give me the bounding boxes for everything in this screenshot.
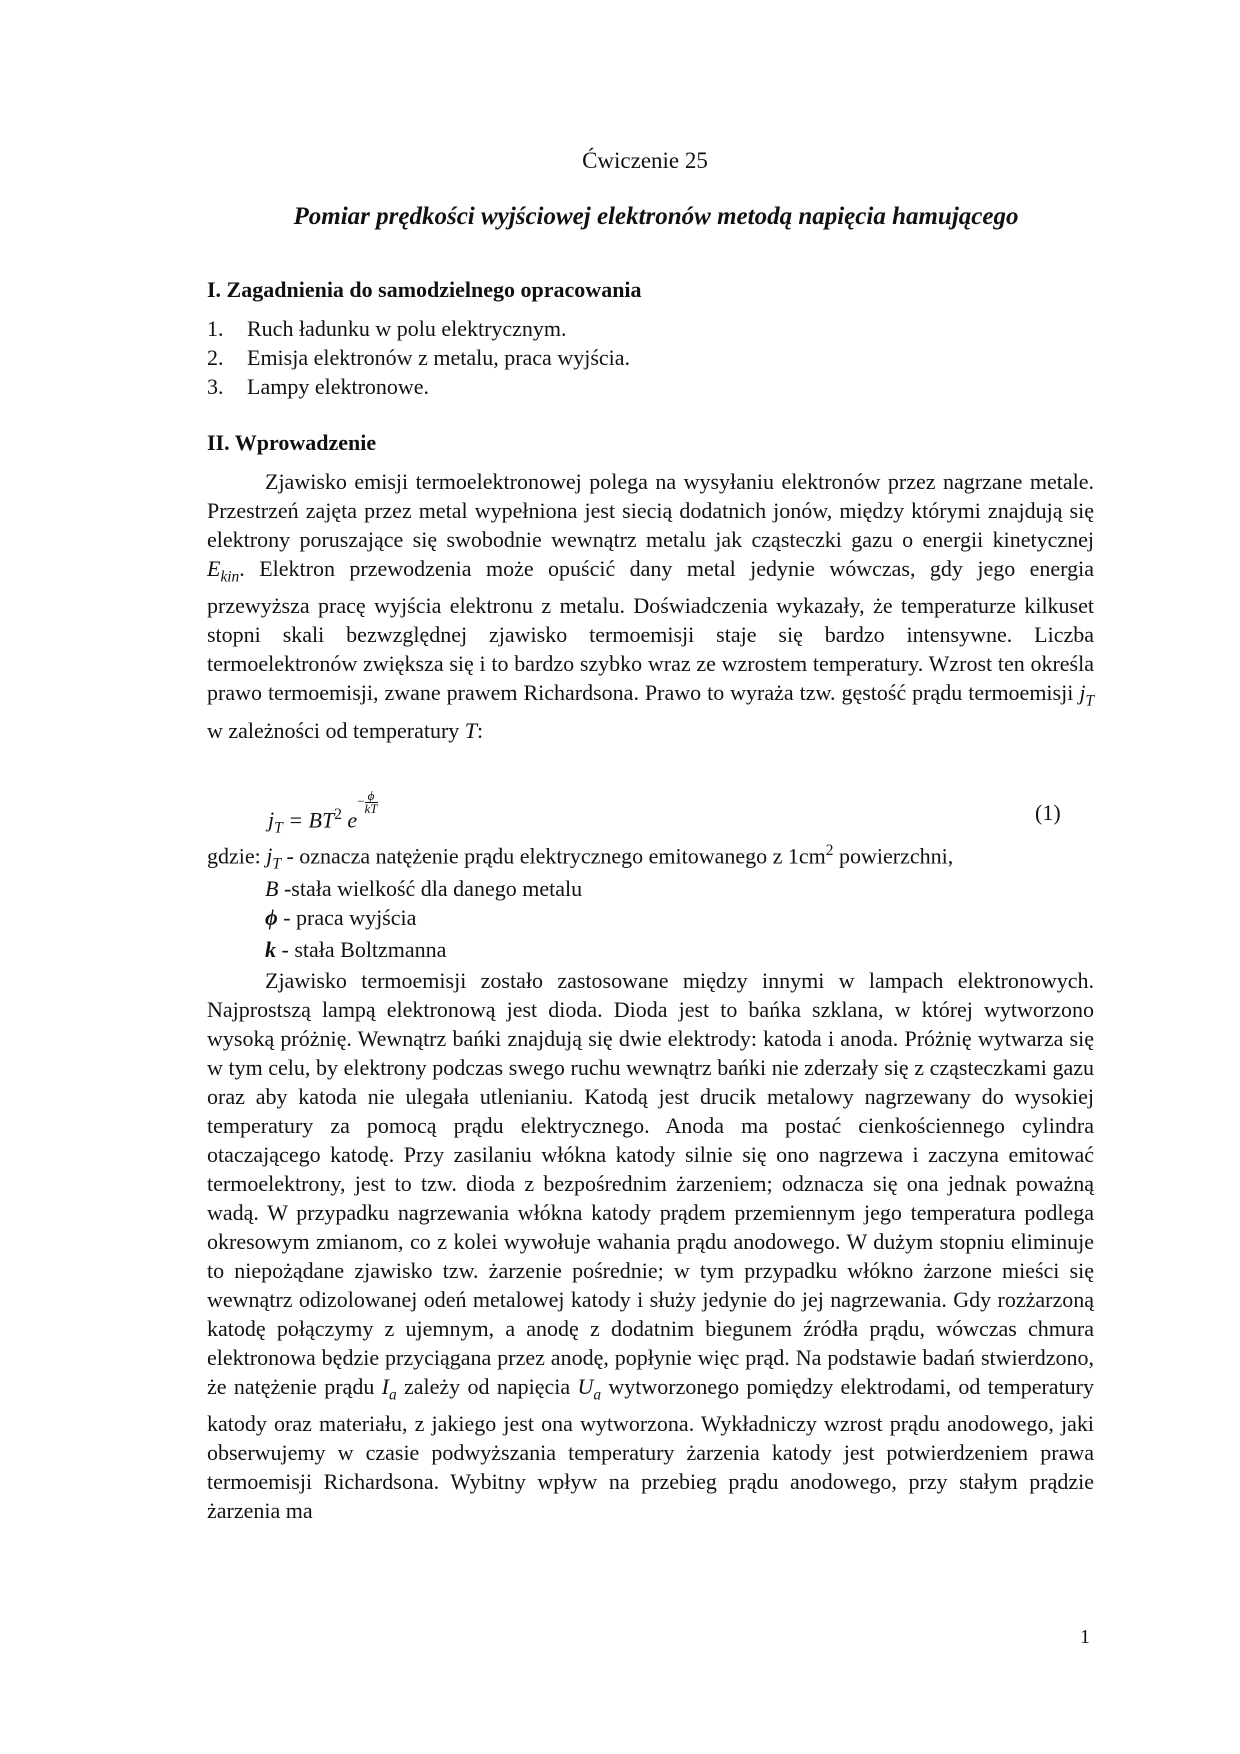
paragraph-text: Zjawisko emisji termoelektronowej polega na wysyłaniu elektronów przez nagrzane metale. Przestrzeń zajęta przez metal wypełniona jest siecią dodatnich jonów, między którymi znajdują się elektrony poruszające się swobodnie wewnątrz metalu jak cząsteczki gazu o energii kinetycznej (207, 469, 1094, 552)
list-item-text: Emisja elektronów z metalu, praca wyjścia. (247, 345, 631, 370)
math-symbol-phi: ϕ (265, 905, 278, 930)
formula-exponent-fraction (357, 790, 377, 815)
math-subscript: a (593, 1386, 602, 1404)
definition-phi (265, 905, 416, 931)
math-symbol-jt (1079, 680, 1094, 710)
list-item-number: 2. (207, 345, 224, 370)
math-symbol-ua (577, 1374, 602, 1404)
math-letter: j (1079, 680, 1086, 706)
section-heading-topics: I. Zagadnienia do samodzielnego opracowania (207, 277, 642, 302)
richardson-formula (268, 790, 378, 838)
topics-list (207, 314, 630, 401)
math-subscript: kin (220, 568, 240, 586)
math-letter: E (207, 556, 221, 581)
definition-k (265, 937, 446, 963)
definition-jt (207, 842, 953, 874)
paragraph-text: . Elektron przewodzenia może opuścić dany metal jedynie wówczas, gdy jego energia przewyższa pracę wyjścia elektronu z metalu. Doświadczenia wykazały, że temperaturze kilkuset stopni skali bezwzględnej zjawisko termoemisji staje się bardzo intensywne. Liczba termoelektronów zwiększa się i to bardzo szybko wraz ze wzrostem temperatury. Wzrost ten określa prawo termoemisji, zwane prawem Richardsona. Prawo to wyraża tzw. gęstość prądu termoemisji (207, 556, 1094, 706)
section-heading-introduction: II. Wprowadzenie (207, 430, 377, 455)
definition-text: - praca wyjścia (277, 905, 417, 930)
math-letter: j (266, 843, 273, 869)
fraction-numerator: ϕ (365, 790, 378, 803)
definition-text: powierzchni, (833, 843, 954, 869)
page-number: 1 (1080, 1626, 1090, 1648)
definition-text: - stała Boltzmanna (276, 937, 447, 962)
math-symbol-jt (266, 843, 281, 873)
formula-e: e (347, 807, 358, 833)
page-title: Pomiar prędkości wyjściowej elektronów metodą napięcia hamującego (293, 203, 1019, 230)
fraction (365, 790, 378, 815)
math-subscript: T (1085, 692, 1094, 710)
math-symbol-b: B (265, 876, 279, 901)
math-subscript: T (272, 855, 281, 873)
definition-text: - oznacza natężenie prądu elektrycznego emitowanego z 1cm (280, 843, 826, 869)
list-item (207, 343, 630, 372)
list-item-text: Lampy elektronowe. (247, 374, 430, 399)
list-item-number: 1. (207, 316, 224, 341)
formula-rhs: = BT (282, 807, 335, 833)
formula-lhs (268, 807, 283, 837)
list-item-text: Ruch ładunku w polu elektrycznym. (247, 316, 567, 341)
definition-text: -stała wielkość dla danego metalu (278, 876, 583, 901)
paragraph-text: wytworzonego pomiędzy elektrodami, od temperatury katody oraz materiału, z jakiego jest ona wytworzona. Wykładniczy wzrost prądu anodowego, jaki obserwujemy w czasie podwyższania temperatury żarzenia katody jest potwierdzeniem prawa termoemisji Richardsona. Wybitny wpływ na przebieg prądu anodowego, przy stałym prądzie żarzenia ma (207, 1374, 1095, 1524)
intro-paragraph-1 (207, 467, 1094, 745)
definition-b (265, 876, 582, 902)
where-label: gdzie: (207, 843, 261, 869)
math-subscript: T (274, 819, 283, 837)
formula-exponent-2: 2 (334, 806, 342, 824)
fraction-minus: − (357, 793, 365, 809)
equation-number: (1) (1035, 800, 1061, 825)
definition-superscript: 2 (825, 842, 834, 859)
paragraph-text: zależy od napięcia (396, 1374, 571, 1399)
math-symbol-k: k (265, 937, 276, 962)
math-symbol-ekin (207, 556, 240, 586)
math-letter: j (268, 807, 275, 833)
paragraph-text: Zjawisko termoemisji zostało zastosowane między innymi w lampach elektronowych. Najprostszą lampą elektronową jest dioda. Dioda jest to bańka szklana, w której wytworzono wysoką próżnię. Wewnątrz bańki znajdują się dwie elektrody: katoda i anoda. Próżnię wytwarza się w tym celu, by elektrony podczas swego ruchu wewnątrz bańki nie zderzały się z cząsteczkami gazu oraz aby katoda nie ulegała utlenianiu. Katodą jest drucik metalowy nagrzewany do wysokiej temperatury za pomocą prądu elektrycznego. Anoda ma postać cienkościennego cylindra otaczającego katodę. Przy zasilaniu włókna katody silnie się ono nagrzewa i zaczyna emitować termoelektrony, jest to tzw. dioda z bezpośrednim żarzeniem; odznacza się ona jednak poważną wadą. W przypadku nagrzewania włókna katody prądem przemiennym jego temperatura podlega okresowym zmianom, co z kolei wywołuje wahania prądu anodowego. W dużym stopniu eliminuje to niepożądane zjawisko tzw. żarzenie pośrednie; w tym przypadku włókno żarzone mieści się wewnątrz odizolowanej odeń metalowej katody i służy jedynie do jej nagrzewania. Gdy rozżarzoną katodę połączymy z ujemnym, a anodę z dodatnim biegunem źródła prądu, wówczas chmura elektronowa będzie przyciągana przez anodę, popłynie więc prąd. Na podstawie badań stwierdzono, że natężenie prądu (207, 968, 1094, 1399)
list-item-number: 3. (207, 374, 224, 399)
math-symbol-ia (381, 1374, 397, 1404)
intro-paragraph-2 (207, 966, 1094, 1525)
list-item (207, 372, 630, 401)
exercise-label: Ćwiczenie 25 (582, 148, 708, 173)
math-subscript: a (388, 1386, 397, 1404)
math-letter: I (381, 1374, 389, 1399)
paragraph-text: : (477, 717, 484, 743)
math-letter: U (577, 1374, 594, 1399)
list-item (207, 314, 630, 343)
math-symbol-t: T (464, 717, 478, 743)
fraction-denominator: kT (364, 801, 378, 816)
paragraph-text: w zależności od temperatury (207, 717, 460, 743)
